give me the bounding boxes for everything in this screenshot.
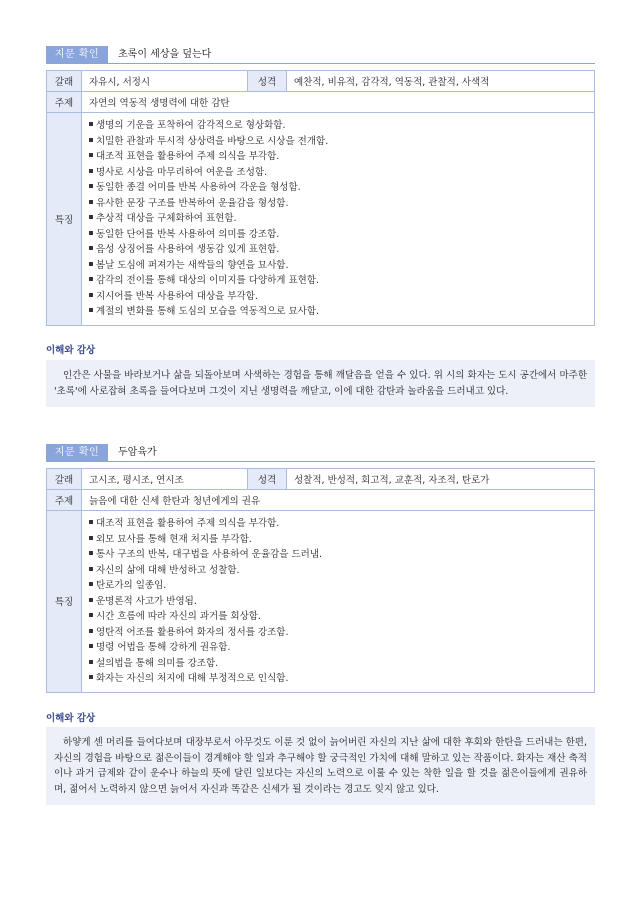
square-bullet-icon [89,277,93,281]
character-value: 예찬적, 비유적, 감각적, 역동적, 관찰적, 사색적 [287,71,595,92]
features-cell [82,113,595,326]
square-bullet-icon [89,184,93,188]
square-bullet-icon [89,231,93,235]
square-bullet-icon [89,551,93,555]
feature-item: 유사한 문장 구조를 반복하여 운율감을 형성함. [89,196,587,212]
square-bullet-icon [89,122,93,126]
feature-item: 봄날 도심에 퍼져가는 새싹들의 향연을 묘사함. [89,258,587,274]
section-badge: 지문 확인 [46,46,108,63]
square-bullet-icon [89,169,93,173]
info-table [46,70,595,326]
square-bullet-icon [89,520,93,524]
feature-item: 명령 어법을 통해 강하게 권유함. [89,640,587,656]
feature-item: 생명의 기운을 포착하여 감각적으로 형상화함. [89,118,587,134]
features-label: 특징 [47,511,82,693]
feature-item: 치밀한 관찰과 투시적 상상력을 바탕으로 시상을 전개함. [89,134,587,150]
square-bullet-icon [89,293,93,297]
summary-box [46,360,595,407]
section-header [46,444,595,461]
feature-item: 계절의 변화를 통해 도심의 모습을 역동적으로 묘사함. [89,304,587,320]
feature-item: 동일한 단어를 반복 사용하여 의미를 강조함. [89,227,587,243]
section-title: 두암육가 [118,447,157,458]
square-bullet-icon [89,215,93,219]
character-label: 성격 [248,71,287,92]
summary-text: 인간은 사물을 바라보거나 삶을 되돌아보며 사색하는 경험을 통해 깨달음을 얻을 수 있다. 위 시의 화자는 도시 공간에서 마주한 '초록'에 사로잡혀 초록을 들여다보며 그것이 지닌 생명력을 깨닫고, 이에 대한 감탄과 놀라움을 드러내고 있다. [54,370,587,397]
feature-item: 탄로가의 일종임. [89,578,587,594]
header-divider [46,63,595,64]
genre-label: 갈래 [47,71,82,92]
feature-item: 화자는 자신의 처지에 대해 부정적으로 인식함. [89,671,587,687]
feature-item: 대조적 표현을 활용하여 주제 의식을 부각함. [89,149,587,165]
feature-item: 음성 상징어를 사용하여 생동감 있게 표현함. [89,242,587,258]
info-table [46,468,595,693]
feature-item: 대조적 표현을 활용하여 주제 의식을 부각함. [89,516,587,532]
summary-box [46,727,595,805]
features-list [89,511,587,692]
theme-label: 주제 [47,92,82,113]
square-bullet-icon [89,582,93,586]
character-label: 성격 [248,469,287,490]
header-divider [46,461,595,462]
square-bullet-icon [89,629,93,633]
feature-item: 추상적 대상을 구체화하여 표현함. [89,211,587,227]
feature-item: 시간 흐름에 따라 자신의 과거를 회상함. [89,609,587,625]
square-bullet-icon [89,246,93,250]
features-label: 특징 [47,113,82,326]
feature-item: 영탄적 어조를 활용하여 화자의 정서를 강조함. [89,625,587,641]
section-1 [46,46,595,397]
square-bullet-icon [89,567,93,571]
square-bullet-icon [89,536,93,540]
square-bullet-icon [89,644,93,648]
features-cell [82,511,595,693]
square-bullet-icon [89,660,93,664]
feature-item: 감각의 전이를 통해 대상의 이미지를 다양하게 표현함. [89,273,587,289]
feature-item: 설의법을 통해 의미를 강조함. [89,656,587,672]
section-title: 초록이 세상을 덮는다 [118,49,212,60]
theme-label: 주제 [47,490,82,511]
genre-label: 갈래 [47,469,82,490]
features-list [89,113,587,325]
section-badge: 지문 확인 [46,444,108,461]
section-2 [46,444,595,795]
feature-item: 통사 구조의 반복, 대구법을 사용하여 운율감을 드러냄. [89,547,587,563]
feature-item: 명사로 시상을 마무리하여 여운을 조성함. [89,165,587,181]
feature-item: 동일한 종결 어미를 반복 사용하여 각운을 형성함. [89,180,587,196]
feature-item: 운명론적 사고가 반영됨. [89,594,587,610]
theme-value: 늙음에 대한 신세 한탄과 청년에게의 권유 [82,490,595,511]
feature-item: 자신의 삶에 대해 반성하고 성찰함. [89,563,587,579]
feature-item: 외모 묘사를 통해 현재 처지를 부각함. [89,532,587,548]
square-bullet-icon [89,138,93,142]
summary-heading: 이해와 감상 [46,713,96,724]
summary-text: 하얗게 센 머리를 들여다보며 대장부로서 아무것도 이룬 것 없이 늙어버린 자신의 지난 삶에 대한 후회와 한탄을 드러내는 한편, 자신의 경험을 바탕으로 젊은이들이 경계해야 할 일과 추구해야 할 궁극적인 가치에 대해 말하고 있는 작품이다. 화자는 재산 축적이나 과거 급제와 같이 운수나 하늘의 뜻에 달린 일보다는 자신의 노력으로 이룰 수 있는 착한 일을 할 것을 젊은이들에게 권유하며, 젊어서 노력하지 않으면 늙어서 자신과 똑같은 신세가 될 것이라는 경고도 잊지 않고 있다. [54,737,587,795]
theme-value: 자연의 역동적 생명력에 대한 감탄 [82,92,595,113]
genre-value: 고시조, 평시조, 연시조 [82,469,248,490]
summary-heading: 이해와 감상 [46,345,96,356]
character-value: 성찰적, 반성적, 회고적, 교훈적, 자조적, 탄로가 [287,469,595,490]
square-bullet-icon [89,675,93,679]
square-bullet-icon [89,598,93,602]
square-bullet-icon [89,308,93,312]
section-header [46,46,595,63]
square-bullet-icon [89,153,93,157]
feature-item: 지시어를 반복 사용하여 대상을 부각함. [89,289,587,305]
square-bullet-icon [89,262,93,266]
square-bullet-icon [89,613,93,617]
square-bullet-icon [89,200,93,204]
genre-value: 자유시, 서정시 [82,71,248,92]
